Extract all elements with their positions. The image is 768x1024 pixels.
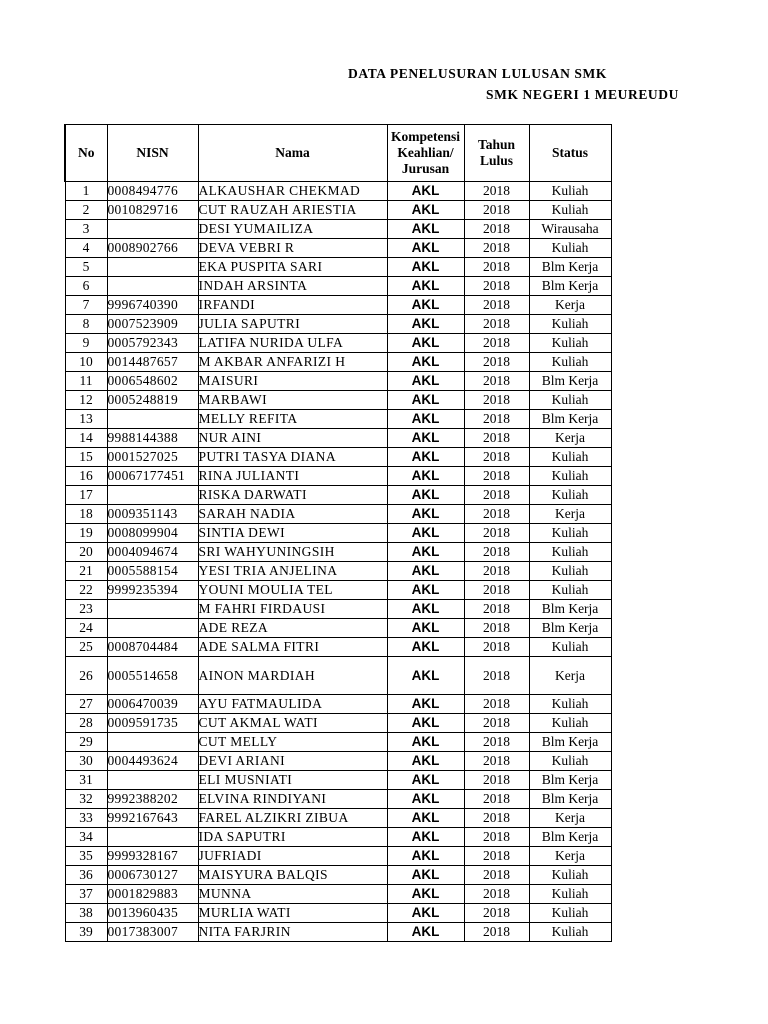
cell-tahun: 2018 — [464, 847, 529, 866]
table-row — [65, 771, 611, 790]
cell-status: Kuliah — [529, 638, 611, 657]
cell-komp: AKL — [387, 923, 464, 942]
cell-komp: AKL — [387, 448, 464, 467]
cell-status: Blm Kerja — [529, 258, 611, 277]
cell-no: 23 — [65, 600, 107, 619]
cell-komp: AKL — [387, 277, 464, 296]
cell-status: Kuliah — [529, 448, 611, 467]
cell-nisn: 0005792343 — [107, 334, 198, 353]
table-row — [65, 752, 611, 771]
cell-nama: NITA FARJRIN — [198, 923, 387, 942]
table-row — [65, 505, 611, 524]
cell-nisn: 00067177451 — [107, 467, 198, 486]
cell-tahun: 2018 — [464, 372, 529, 391]
cell-status: Kerja — [529, 296, 611, 315]
cell-nisn — [107, 619, 198, 638]
cell-status: Blm Kerja — [529, 828, 611, 847]
cell-nama: SRI WAHYUNINGSIH — [198, 543, 387, 562]
cell-nisn: 0006470039 — [107, 695, 198, 714]
cell-nisn: 0004094674 — [107, 543, 198, 562]
cell-no: 11 — [65, 372, 107, 391]
cell-status: Blm Kerja — [529, 600, 611, 619]
cell-tahun: 2018 — [464, 790, 529, 809]
cell-no: 1 — [65, 182, 107, 201]
cell-nama: M AKBAR ANFARIZI H — [198, 353, 387, 372]
cell-nama: PUTRI TASYA DIANA — [198, 448, 387, 467]
cell-nisn — [107, 771, 198, 790]
cell-nisn: 0010829716 — [107, 201, 198, 220]
cell-komp: AKL — [387, 220, 464, 239]
cell-status: Blm Kerja — [529, 372, 611, 391]
cell-no: 25 — [65, 638, 107, 657]
cell-nisn: 0006730127 — [107, 866, 198, 885]
cell-nama: DESI YUMAILIZA — [198, 220, 387, 239]
cell-no: 7 — [65, 296, 107, 315]
table-row — [65, 562, 611, 581]
cell-status: Kuliah — [529, 923, 611, 942]
cell-tahun: 2018 — [464, 752, 529, 771]
cell-status: Kerja — [529, 847, 611, 866]
cell-nisn: 9996740390 — [107, 296, 198, 315]
cell-komp: AKL — [387, 809, 464, 828]
cell-tahun: 2018 — [464, 638, 529, 657]
cell-komp: AKL — [387, 790, 464, 809]
cell-status: Kuliah — [529, 467, 611, 486]
cell-no: 15 — [65, 448, 107, 467]
cell-no: 29 — [65, 733, 107, 752]
title-block — [0, 0, 679, 110]
cell-komp: AKL — [387, 334, 464, 353]
cell-no: 39 — [65, 923, 107, 942]
table-row — [65, 182, 611, 201]
cell-no: 18 — [65, 505, 107, 524]
table-row — [65, 847, 611, 866]
header-status: Status — [529, 125, 611, 182]
cell-no: 33 — [65, 809, 107, 828]
cell-status: Kerja — [529, 505, 611, 524]
cell-nisn: 9988144388 — [107, 429, 198, 448]
cell-nisn — [107, 486, 198, 505]
cell-nisn: 0009591735 — [107, 714, 198, 733]
cell-nisn: 0008494776 — [107, 182, 198, 201]
cell-no: 36 — [65, 866, 107, 885]
header-nama: Nama — [198, 125, 387, 182]
cell-status: Kuliah — [529, 201, 611, 220]
cell-no: 4 — [65, 239, 107, 258]
cell-no: 35 — [65, 847, 107, 866]
cell-tahun: 2018 — [464, 353, 529, 372]
cell-status: Kuliah — [529, 885, 611, 904]
cell-status: Blm Kerja — [529, 733, 611, 752]
cell-komp: AKL — [387, 524, 464, 543]
document-subtitle: SMK NEGERI 1 MEUREUDU — [486, 87, 679, 102]
cell-status: Kuliah — [529, 486, 611, 505]
cell-tahun: 2018 — [464, 771, 529, 790]
table-row — [65, 448, 611, 467]
graduate-table — [64, 124, 612, 942]
cell-komp: AKL — [387, 543, 464, 562]
cell-nisn: 0004493624 — [107, 752, 198, 771]
cell-nama: MUNNA — [198, 885, 387, 904]
cell-tahun: 2018 — [464, 923, 529, 942]
cell-status: Kuliah — [529, 239, 611, 258]
cell-tahun: 2018 — [464, 809, 529, 828]
cell-tahun: 2018 — [464, 733, 529, 752]
cell-status: Kuliah — [529, 334, 611, 353]
cell-no: 26 — [65, 657, 107, 695]
cell-nama: RINA JULIANTI — [198, 467, 387, 486]
cell-nama: YOUNI MOULIA TEL — [198, 581, 387, 600]
table-row — [65, 638, 611, 657]
cell-no: 28 — [65, 714, 107, 733]
cell-komp: AKL — [387, 581, 464, 600]
cell-komp: AKL — [387, 771, 464, 790]
cell-nama: ALKAUSHAR CHEKMAD — [198, 182, 387, 201]
cell-no: 8 — [65, 315, 107, 334]
cell-tahun: 2018 — [464, 391, 529, 410]
table-row — [65, 600, 611, 619]
cell-tahun: 2018 — [464, 828, 529, 847]
cell-no: 34 — [65, 828, 107, 847]
cell-nama: INDAH ARSINTA — [198, 277, 387, 296]
cell-komp: AKL — [387, 296, 464, 315]
cell-status: Blm Kerja — [529, 771, 611, 790]
cell-nama: JUFRIADI — [198, 847, 387, 866]
cell-nama: IRFANDI — [198, 296, 387, 315]
table-row — [65, 619, 611, 638]
cell-komp: AKL — [387, 600, 464, 619]
cell-nisn: 0005588154 — [107, 562, 198, 581]
cell-nisn — [107, 258, 198, 277]
cell-nama: LATIFA NURIDA ULFA — [198, 334, 387, 353]
cell-tahun: 2018 — [464, 581, 529, 600]
cell-nisn: 0009351143 — [107, 505, 198, 524]
cell-no: 22 — [65, 581, 107, 600]
cell-nama: SINTIA DEWI — [198, 524, 387, 543]
table-row — [65, 277, 611, 296]
cell-tahun: 2018 — [464, 410, 529, 429]
cell-komp: AKL — [387, 733, 464, 752]
table-row — [65, 353, 611, 372]
table-header-row — [65, 125, 611, 182]
cell-tahun: 2018 — [464, 315, 529, 334]
cell-nama: NUR AINI — [198, 429, 387, 448]
cell-tahun: 2018 — [464, 277, 529, 296]
table-row — [65, 258, 611, 277]
cell-tahun: 2018 — [464, 866, 529, 885]
cell-status: Blm Kerja — [529, 790, 611, 809]
cell-status: Kuliah — [529, 866, 611, 885]
cell-tahun: 2018 — [464, 258, 529, 277]
cell-tahun: 2018 — [464, 182, 529, 201]
cell-tahun: 2018 — [464, 543, 529, 562]
table-row — [65, 315, 611, 334]
cell-tahun: 2018 — [464, 220, 529, 239]
cell-komp: AKL — [387, 619, 464, 638]
cell-no: 37 — [65, 885, 107, 904]
cell-tahun: 2018 — [464, 600, 529, 619]
header-kompetensi: Kompetensi Keahlian/ Jurusan — [387, 125, 464, 182]
cell-nama: MURLIA WATI — [198, 904, 387, 923]
table-row — [65, 733, 611, 752]
cell-komp: AKL — [387, 866, 464, 885]
cell-nama: YESI TRIA ANJELINA — [198, 562, 387, 581]
cell-tahun: 2018 — [464, 695, 529, 714]
cell-tahun: 2018 — [464, 904, 529, 923]
cell-tahun: 2018 — [464, 448, 529, 467]
table-row — [65, 695, 611, 714]
cell-nama: MAISYURA BALQIS — [198, 866, 387, 885]
cell-tahun: 2018 — [464, 201, 529, 220]
cell-komp: AKL — [387, 467, 464, 486]
table-row — [65, 923, 611, 942]
cell-tahun: 2018 — [464, 239, 529, 258]
cell-no: 24 — [65, 619, 107, 638]
cell-tahun: 2018 — [464, 619, 529, 638]
document-title: DATA PENELUSURAN LULUSAN SMK — [348, 66, 607, 81]
table-row — [65, 391, 611, 410]
cell-nisn — [107, 828, 198, 847]
cell-komp: AKL — [387, 562, 464, 581]
cell-no: 20 — [65, 543, 107, 562]
table-row — [65, 296, 611, 315]
cell-tahun: 2018 — [464, 486, 529, 505]
cell-nama: ELVINA RINDIYANI — [198, 790, 387, 809]
cell-komp: AKL — [387, 429, 464, 448]
cell-status: Kuliah — [529, 353, 611, 372]
cell-nama: DEVI ARIANI — [198, 752, 387, 771]
table-row — [65, 809, 611, 828]
cell-nisn — [107, 410, 198, 429]
cell-no: 3 — [65, 220, 107, 239]
cell-komp: AKL — [387, 182, 464, 201]
cell-komp: AKL — [387, 714, 464, 733]
table-row — [65, 885, 611, 904]
cell-status: Kuliah — [529, 543, 611, 562]
cell-no: 5 — [65, 258, 107, 277]
table-row — [65, 543, 611, 562]
table-row — [65, 866, 611, 885]
cell-komp: AKL — [387, 201, 464, 220]
cell-status: Kuliah — [529, 581, 611, 600]
header-no: No — [65, 125, 107, 182]
cell-no: 21 — [65, 562, 107, 581]
cell-no: 17 — [65, 486, 107, 505]
cell-nama: IDA SAPUTRI — [198, 828, 387, 847]
cell-komp: AKL — [387, 695, 464, 714]
cell-no: 2 — [65, 201, 107, 220]
table-row — [65, 429, 611, 448]
cell-no: 27 — [65, 695, 107, 714]
cell-nisn: 9999328167 — [107, 847, 198, 866]
cell-tahun: 2018 — [464, 885, 529, 904]
cell-tahun: 2018 — [464, 524, 529, 543]
cell-nisn: 9992167643 — [107, 809, 198, 828]
cell-status: Wirausaha — [529, 220, 611, 239]
cell-komp: AKL — [387, 353, 464, 372]
cell-tahun: 2018 — [464, 429, 529, 448]
cell-status: Kuliah — [529, 752, 611, 771]
cell-komp: AKL — [387, 505, 464, 524]
cell-tahun: 2018 — [464, 296, 529, 315]
cell-status: Blm Kerja — [529, 277, 611, 296]
cell-nama: FAREL ALZIKRI ZIBUA — [198, 809, 387, 828]
cell-nisn: 0007523909 — [107, 315, 198, 334]
cell-nisn — [107, 277, 198, 296]
table-row — [65, 581, 611, 600]
cell-status: Kuliah — [529, 391, 611, 410]
cell-status: Kuliah — [529, 315, 611, 334]
cell-nama: MARBAWI — [198, 391, 387, 410]
cell-nisn — [107, 220, 198, 239]
cell-komp: AKL — [387, 828, 464, 847]
cell-komp: AKL — [387, 315, 464, 334]
cell-nisn: 0017383007 — [107, 923, 198, 942]
cell-komp: AKL — [387, 410, 464, 429]
cell-nama: RISKA DARWATI — [198, 486, 387, 505]
cell-nisn: 0008099904 — [107, 524, 198, 543]
cell-nisn: 0001527025 — [107, 448, 198, 467]
cell-komp: AKL — [387, 258, 464, 277]
table-row — [65, 467, 611, 486]
cell-nisn: 0001829883 — [107, 885, 198, 904]
cell-no: 19 — [65, 524, 107, 543]
cell-status: Kuliah — [529, 524, 611, 543]
cell-nama: CUT AKMAL WATI — [198, 714, 387, 733]
cell-nama: DEVA VEBRI R — [198, 239, 387, 258]
cell-tahun: 2018 — [464, 334, 529, 353]
cell-nama: ADE SALMA FITRI — [198, 638, 387, 657]
table-row — [65, 334, 611, 353]
cell-tahun: 2018 — [464, 505, 529, 524]
cell-status: Kuliah — [529, 695, 611, 714]
cell-no: 30 — [65, 752, 107, 771]
cell-no: 13 — [65, 410, 107, 429]
cell-tahun: 2018 — [464, 467, 529, 486]
cell-no: 32 — [65, 790, 107, 809]
cell-no: 38 — [65, 904, 107, 923]
cell-nama: MAISURI — [198, 372, 387, 391]
table-row — [65, 486, 611, 505]
header-tahun-lulus: Tahun Lulus — [464, 125, 529, 182]
cell-komp: AKL — [387, 904, 464, 923]
table-row — [65, 201, 611, 220]
cell-nisn: 9992388202 — [107, 790, 198, 809]
cell-komp: AKL — [387, 885, 464, 904]
cell-nama: CUT MELLY — [198, 733, 387, 752]
table-row — [65, 239, 611, 258]
cell-nama: ELI MUSNIATI — [198, 771, 387, 790]
cell-nama: AINON MARDIAH — [198, 657, 387, 695]
cell-status: Kuliah — [529, 904, 611, 923]
cell-status: Kerja — [529, 809, 611, 828]
cell-status: Kuliah — [529, 714, 611, 733]
table-row — [65, 904, 611, 923]
cell-no: 12 — [65, 391, 107, 410]
table-row — [65, 714, 611, 733]
table-row — [65, 828, 611, 847]
cell-nama: AYU FATMAULIDA — [198, 695, 387, 714]
table-row — [65, 790, 611, 809]
cell-nisn: 9999235394 — [107, 581, 198, 600]
cell-nisn: 0005248819 — [107, 391, 198, 410]
cell-nisn: 0008704484 — [107, 638, 198, 657]
table-row — [65, 372, 611, 391]
cell-nisn — [107, 600, 198, 619]
header-nisn: NISN — [107, 125, 198, 182]
cell-komp: AKL — [387, 847, 464, 866]
cell-status: Blm Kerja — [529, 410, 611, 429]
cell-komp: AKL — [387, 657, 464, 695]
table-row — [65, 524, 611, 543]
cell-no: 9 — [65, 334, 107, 353]
cell-status: Blm Kerja — [529, 619, 611, 638]
cell-status: Kerja — [529, 429, 611, 448]
cell-nama: SARAH NADIA — [198, 505, 387, 524]
cell-nama: ADE REZA — [198, 619, 387, 638]
cell-nama: JULIA SAPUTRI — [198, 315, 387, 334]
cell-no: 14 — [65, 429, 107, 448]
cell-status: Kuliah — [529, 562, 611, 581]
cell-no: 31 — [65, 771, 107, 790]
cell-nisn: 0008902766 — [107, 239, 198, 258]
cell-nisn — [107, 733, 198, 752]
cell-komp: AKL — [387, 638, 464, 657]
cell-tahun: 2018 — [464, 562, 529, 581]
cell-komp: AKL — [387, 239, 464, 258]
cell-nama: MELLY REFITA — [198, 410, 387, 429]
cell-komp: AKL — [387, 372, 464, 391]
cell-tahun: 2018 — [464, 714, 529, 733]
cell-nama: EKA PUSPITA SARI — [198, 258, 387, 277]
table-body — [65, 182, 611, 942]
table-row — [65, 220, 611, 239]
cell-nisn: 0014487657 — [107, 353, 198, 372]
cell-nisn: 0005514658 — [107, 657, 198, 695]
cell-no: 10 — [65, 353, 107, 372]
cell-nisn: 0006548602 — [107, 372, 198, 391]
cell-nama: M FAHRI FIRDAUSI — [198, 600, 387, 619]
cell-nisn: 0013960435 — [107, 904, 198, 923]
cell-komp: AKL — [387, 486, 464, 505]
cell-status: Kerja — [529, 657, 611, 695]
cell-no: 6 — [65, 277, 107, 296]
cell-no: 16 — [65, 467, 107, 486]
cell-komp: AKL — [387, 752, 464, 771]
table-row — [65, 410, 611, 429]
cell-nama: CUT RAUZAH ARIESTIA — [198, 201, 387, 220]
cell-status: Kuliah — [529, 182, 611, 201]
table-row — [65, 657, 611, 695]
cell-tahun: 2018 — [464, 657, 529, 695]
cell-komp: AKL — [387, 391, 464, 410]
